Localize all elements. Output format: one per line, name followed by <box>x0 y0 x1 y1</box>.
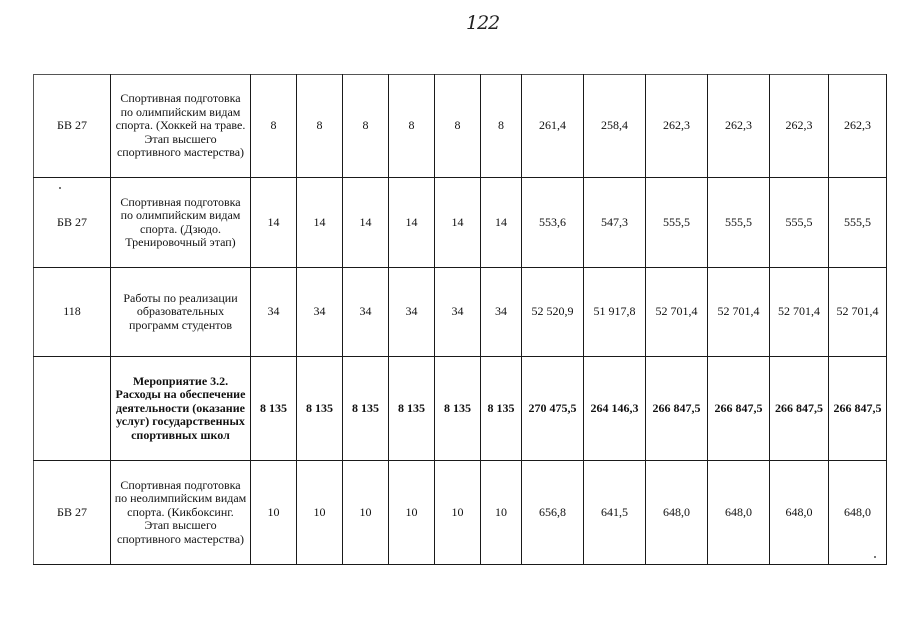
amount-cell: 270 475,5 <box>522 357 584 461</box>
amount-cell: 262,3 <box>829 75 887 178</box>
table-row <box>34 75 887 178</box>
name-cell: Спортивная подготовка по олимпийским видам спорта. (Хоккей на траве. Этап высшего спортивного мастерства) <box>111 75 251 178</box>
amount-cell: 648,0 <box>829 461 887 565</box>
name-cell: Работы по реализации образовательных программ студентов <box>111 268 251 357</box>
code-cell: 118 <box>34 268 111 357</box>
amount-cell: 555,5 <box>770 178 829 268</box>
count-cell: 34 <box>389 268 435 357</box>
amount-cell: 656,8 <box>522 461 584 565</box>
count-cell: 8 <box>297 75 343 178</box>
amount-cell: 52 701,4 <box>770 268 829 357</box>
amount-cell: 648,0 <box>646 461 708 565</box>
amount-cell: 266 847,5 <box>646 357 708 461</box>
scan-mark <box>59 187 61 189</box>
amount-cell: 258,4 <box>584 75 646 178</box>
count-cell: 8 <box>481 75 522 178</box>
count-cell: 14 <box>251 178 297 268</box>
count-cell: 14 <box>343 178 389 268</box>
amount-cell: 641,5 <box>584 461 646 565</box>
count-cell: 10 <box>343 461 389 565</box>
amount-cell: 52 701,4 <box>646 268 708 357</box>
name-cell: Спортивная подготовка по олимпийским видам спорта. (Дзюдо. Тренировочный этап) <box>111 178 251 268</box>
table-row <box>34 461 887 565</box>
count-cell: 8 135 <box>343 357 389 461</box>
name-cell: Мероприятие 3.2. Расходы на обеспечение деятельности (оказание услуг) государственных спортивных школ <box>111 357 251 461</box>
code-cell: БВ 27 <box>34 461 111 565</box>
amount-cell: 52 701,4 <box>708 268 770 357</box>
count-cell: 10 <box>251 461 297 565</box>
amount-cell: 262,3 <box>646 75 708 178</box>
amount-cell: 266 847,5 <box>829 357 887 461</box>
page-number: 122 <box>466 12 500 34</box>
count-cell: 14 <box>389 178 435 268</box>
amount-cell: 555,5 <box>829 178 887 268</box>
count-cell: 34 <box>297 268 343 357</box>
amount-cell: 52 520,9 <box>522 268 584 357</box>
table-row <box>34 357 887 461</box>
amount-cell: 264 146,3 <box>584 357 646 461</box>
amount-cell: 266 847,5 <box>770 357 829 461</box>
count-cell: 10 <box>389 461 435 565</box>
count-cell: 8 <box>389 75 435 178</box>
amount-cell: 555,5 <box>646 178 708 268</box>
count-cell: 8 135 <box>389 357 435 461</box>
amount-cell: 648,0 <box>708 461 770 565</box>
code-cell: БВ 27 <box>34 75 111 178</box>
table-row <box>34 178 887 268</box>
code-cell <box>34 357 111 461</box>
amount-cell: 648,0 <box>770 461 829 565</box>
count-cell: 8 <box>435 75 481 178</box>
count-cell: 8 <box>343 75 389 178</box>
amount-cell: 553,6 <box>522 178 584 268</box>
table-row <box>34 268 887 357</box>
code-cell: БВ 27 <box>34 178 111 268</box>
count-cell: 8 135 <box>251 357 297 461</box>
amount-cell: 555,5 <box>708 178 770 268</box>
count-cell: 10 <box>297 461 343 565</box>
table-body <box>34 75 887 565</box>
count-cell: 8 135 <box>297 357 343 461</box>
scan-mark <box>874 556 876 558</box>
count-cell: 34 <box>435 268 481 357</box>
count-cell: 34 <box>251 268 297 357</box>
amount-cell: 52 701,4 <box>829 268 887 357</box>
amount-cell: 262,3 <box>708 75 770 178</box>
count-cell: 14 <box>481 178 522 268</box>
count-cell: 8 135 <box>435 357 481 461</box>
amount-cell: 266 847,5 <box>708 357 770 461</box>
count-cell: 8 <box>251 75 297 178</box>
count-cell: 8 135 <box>481 357 522 461</box>
count-cell: 14 <box>297 178 343 268</box>
count-cell: 34 <box>481 268 522 357</box>
name-cell: Спортивная подготовка по неолимпийским видам спорта. (Кикбоксинг. Этап высшего спортивного мастерства) <box>111 461 251 565</box>
count-cell: 10 <box>481 461 522 565</box>
amount-cell: 547,3 <box>584 178 646 268</box>
amount-cell: 51 917,8 <box>584 268 646 357</box>
count-cell: 14 <box>435 178 481 268</box>
count-cell: 34 <box>343 268 389 357</box>
amount-cell: 262,3 <box>770 75 829 178</box>
amount-cell: 261,4 <box>522 75 584 178</box>
budget-table <box>33 74 887 565</box>
count-cell: 10 <box>435 461 481 565</box>
